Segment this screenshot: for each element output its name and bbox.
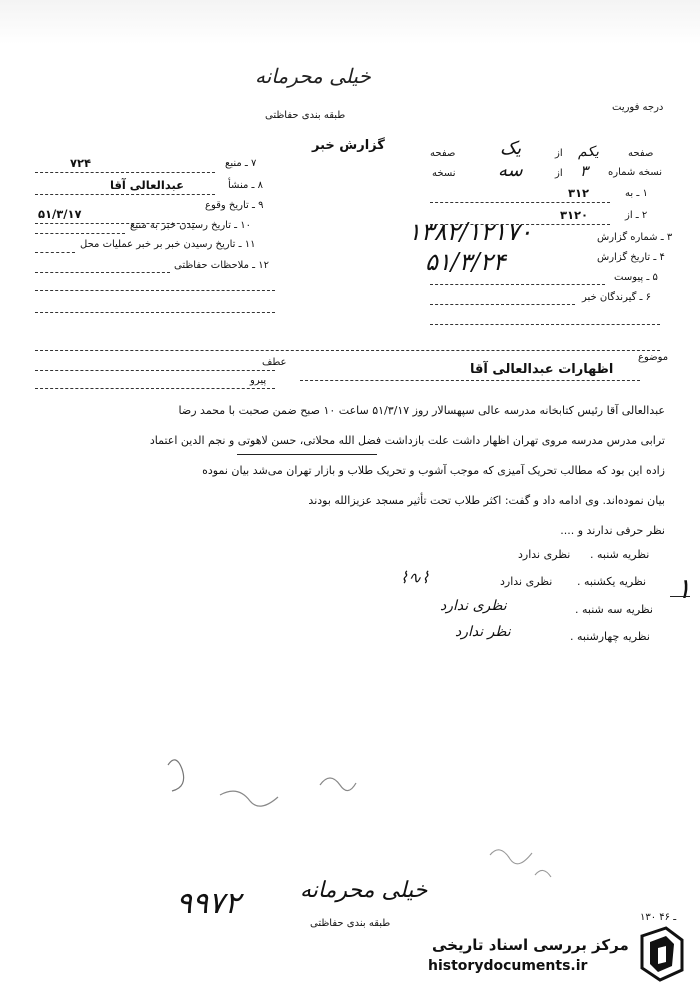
page-total: یک <box>500 138 522 159</box>
field-value: ۱۳۸۲/۱۲۱۷۰ <box>408 218 533 246</box>
body-line: عبدالعالی آقا رئیس کتابخانه مدرسه عالی سپهسالار روز ۵۱/۳/۱۷ ساعت ۱۰ صبح ضمن صحبت با محمد رضا <box>178 404 665 417</box>
field-label: ۸ ـ منشأ <box>228 180 264 191</box>
body-line: زاده این بود که مطالب تحریک آمیزی که موجب آشوب و تحریک طلاب و بازار تهران می‌شد بیان نموده <box>202 464 665 477</box>
field-label: ۱۰ ـ تاریخ رسیدن خبر به منبع <box>130 220 252 231</box>
ref-line <box>35 388 275 389</box>
scan-noise-top <box>0 0 700 44</box>
body-line: بیان نموده‌اند. وی ادامه داد و گفت: اکثر طلاب تحت تأثیر مسجد عزیزالله بودند <box>308 494 665 507</box>
field-line <box>430 324 660 325</box>
body-line: ترابی مدرس مدرسه مروی تهران اظهار داشت علت بازداشت فضل الله محلاتی، حسن لاهوتی و نجم الدین اعتماد <box>149 434 665 447</box>
field-line <box>35 252 75 253</box>
note-label: نظریه یکشنبه . <box>577 575 647 588</box>
urgency-label: درجه فوریت <box>612 102 664 113</box>
field-line <box>430 202 610 203</box>
bottom-handwritten-classification: خیلی محرمانه <box>300 878 428 903</box>
field-line <box>35 290 275 291</box>
page-no: یکم <box>578 144 599 160</box>
subject-label: موضوع <box>638 352 669 363</box>
watermark-logo-icon <box>636 926 688 982</box>
field-label: ۱ ـ به <box>625 188 648 199</box>
field-label: ۹ ـ تاریخ وقوع <box>205 200 264 211</box>
field-line <box>430 284 605 285</box>
subject-line <box>300 380 640 381</box>
field-label: ۴ ـ تاریخ گزارش <box>597 252 665 263</box>
field-line <box>430 304 575 305</box>
note-label: نظریه چهارشنبه . <box>570 630 650 643</box>
watermark-title: مرکز بررسی اسناد تاریخی <box>432 936 629 954</box>
field-value: ۳۱۲۰ <box>560 208 589 222</box>
field-value: ۳۱۲ <box>568 186 590 200</box>
watermark-url: historydocuments.ir <box>428 958 588 974</box>
ref-top-label: عطف <box>262 357 287 368</box>
classification-stamp-top: طبقه بندی حفاظتی <box>265 110 346 121</box>
field-label: ۵ ـ پیوست <box>614 272 658 283</box>
margin-mark: ۱ <box>676 572 692 605</box>
page-of-label: از <box>555 148 563 159</box>
field-label: ۲ ـ از <box>625 210 648 221</box>
field-line <box>35 194 215 195</box>
note-text: نظری ندارد <box>518 548 571 561</box>
note-label: نظریه شنبه . <box>590 548 650 561</box>
field-label: ۳ ـ شماره گزارش <box>597 232 673 243</box>
section-divider <box>35 350 660 351</box>
note-text: نظر ندارد <box>455 624 511 640</box>
subject-text: اظهارات عبدالعالی آقا <box>470 362 614 377</box>
field-line <box>35 233 125 234</box>
field-label: ۶ ـ گیرندگان خبر <box>582 292 652 303</box>
underline-mark <box>237 454 377 455</box>
note-text: نظری ندارد <box>440 598 507 614</box>
form-code: ۱۳۰ ـ ۴۶ <box>640 912 677 923</box>
field-value: عبدالعالی آقا <box>110 178 185 192</box>
field-value: ۵۱/۳/۱۷ <box>38 207 82 221</box>
note-label: نظریه سه شنبه . <box>575 603 653 616</box>
handwritten-signature: ⌇∿⌇ <box>400 568 430 587</box>
copy-word: نسخه <box>432 168 456 179</box>
handwritten-number: ۹۹۷۲ <box>176 886 241 921</box>
field-value: ۵۱/۳/۲۴ <box>425 248 506 276</box>
copy-total: سه <box>498 160 523 181</box>
body-line: نظر حرفی ندارند و .... <box>560 524 665 537</box>
field-line <box>35 272 170 273</box>
ref-bottom-label: پیرو <box>250 375 267 386</box>
field-line <box>35 312 275 313</box>
copy-of-label: از <box>555 168 563 179</box>
field-label: ۱۱ ـ تاریخ رسیدن خبر بر خبر عملیات محل <box>80 239 256 250</box>
field-label: ۷ ـ منبع <box>225 158 257 169</box>
classification-label-bottom: طبقه بندی حفاظتی <box>310 918 391 929</box>
margin-tick <box>670 596 690 597</box>
page-word: صفحه <box>430 148 456 159</box>
field-line <box>35 172 215 173</box>
field-value: ۷۲۴ <box>70 156 92 170</box>
copy-no: ۳ <box>580 162 589 180</box>
handwritten-classification: خیلی محرمانه <box>255 64 371 88</box>
page-label: صفحه <box>628 148 654 159</box>
ref-line <box>35 370 275 371</box>
field-label: ۱۲ ـ ملاحظات حفاظتی <box>174 260 269 271</box>
copy-label: نسخه شماره <box>608 167 662 178</box>
note-text: نظری ندارد <box>500 575 553 588</box>
form-title: گزارش خبر <box>312 138 385 153</box>
